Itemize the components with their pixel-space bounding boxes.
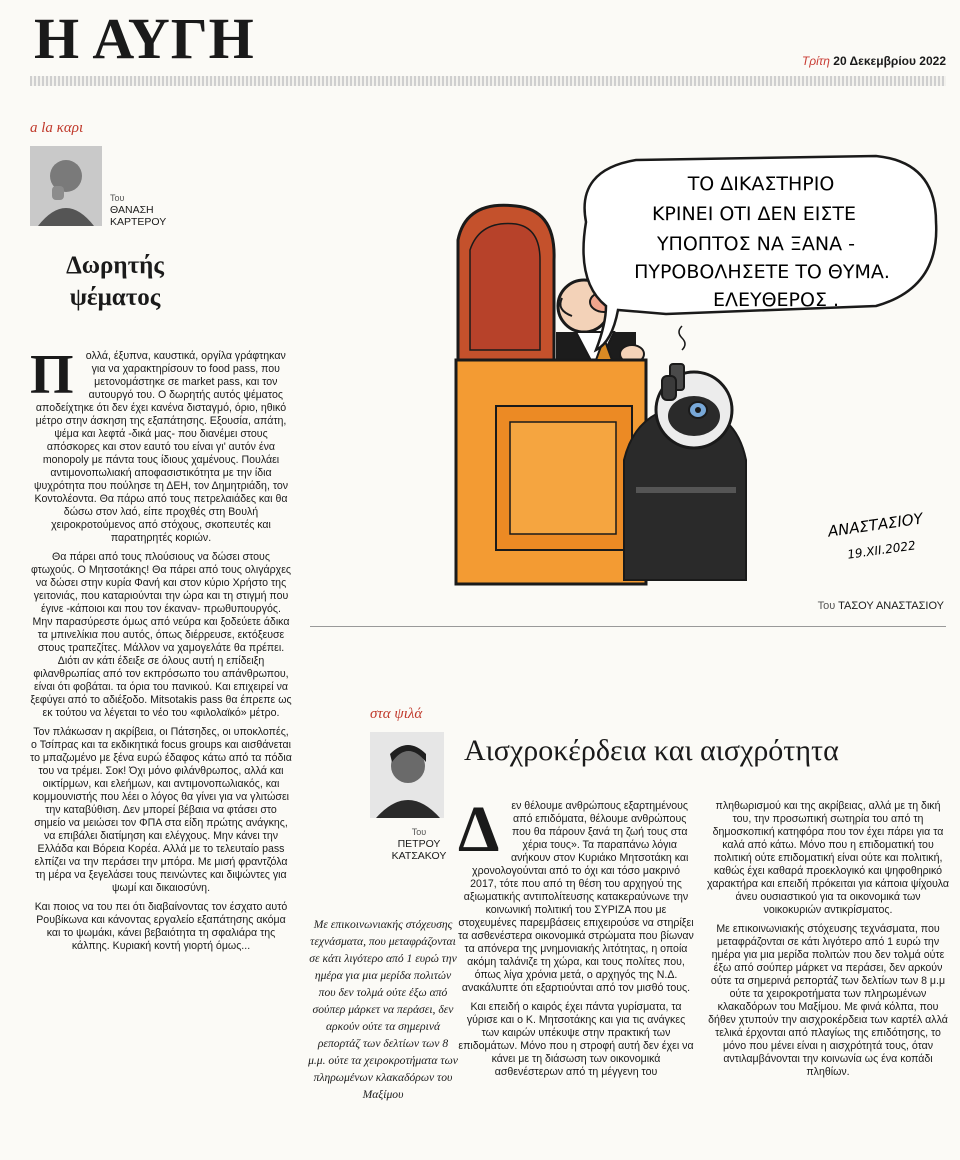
title-line-2: ψέματος [69, 284, 161, 311]
byline-left [110, 192, 166, 228]
newspaper-masthead: Η ΑΥΓΗ [34, 6, 255, 71]
issue-day: Τρίτη [801, 54, 830, 68]
speech-line: ΠΥΡΟΒΟΛΗΣΕΤΕ ΤΟ ΘΥΜΑ. [634, 261, 890, 283]
cartoonist-signature: ΑΝΑΣΤΑΣΙΟΥ [826, 509, 924, 541]
speech-line: ΚΡΙΝΕΙ ΟΤΙ ΔΕΝ ΕΙΣΤΕ [651, 203, 857, 225]
paragraph: Τον πλάκωσαν η ακρίβεια, οι Πάτσηδες, οι υποκλοπές, ο Τσίπρας και τα εκδικητικά focus groups και αισθάνεται το μπαζωμένο με ξένα ευρώ έδαφος κάτω από τα πόδια του να τρέμει. Σοκ! Όχι μόνο φιλάνθρωπος, αλλά και οικτίρμων, και ελεήμων, και αντιμονοπωλιακός, και κομμουνιστής που λέει ο λόγος θα γίνει για να γλιτώσει την καταβύθιση. Δεν μπορεί βέβαια να φτάσει στο σημείο να μειώσει τον ΦΠΑ στα είδη πρώτης ανάγκης, να επιβάλει διατίμηση και ελέγχους. Μην κάνει την Ελλάδα και Βόρεια Κορέα. Αλλά με το τελευταίο pass ελπίζει να την περάσει την μπόρα. Με μισή φραντζόλα τη μέρα να ξεγελάσει τους πεινώντες και διψώντες για ψωμί και δικαιοσύνη. [30, 726, 292, 894]
drop-cap: Δ [458, 793, 500, 866]
pull-quote: Με επικοινωνιακής στόχευσης τεχνάσματα, που μεταφράζονται σε κάτι λιγότερο από 1 ευρώ την ημέρα για μια μερίδα πολιτών που δεν τολμά ούτε έξω από σούπερ μάρκετ να περάσει, δεν αρκούν ούτε τα σημερινά ρεπορτάζ των δελτίων των 8 μ.μ. ούτε τα χειροκροτήματα των πληρωμένων κλακαδόρων του Μαξίμου [308, 918, 458, 1101]
paragraph: Θα πάρει από τους πλούσιους να δώσει στους φτωχούς. Ο Μητσοτάκης! Θα πάρει από τους ολιγάρχες να δώσει στην κυρία Φανή και στον κύριο Χρήστο της γειτονιάς, που καταριούνται την ώρα και τη στιγμή που έγινε -κάποιοι και που τον έκαναν- πρωθυπουργός. Μην παρασύρεστε όμως από νεύρα και ξοδεύετε άδικα τα μπινελίκια που αυτός, όπως διέρρευσε, εκτόξευσε στους τραπεζίτες. Μάλλον να χαμογελάτε θα πρέπει. Διότι αν κάτι έδειξε σε όλους αυτή η επίδειξη φιλανθρωπίας από τον εκπρόσωπο του απάνθρωπου, είναι ότι φοβάται. τα όρια του πανικού. Και επιχειρεί να ξεφύγει από το αδιέξοδο. Mitsotakis pass θα έπρεπε ως εκ τούτου να λέγεται το νέο του «φιλολαϊκό» μέτρο. [30, 551, 292, 719]
chair-cushion [470, 224, 540, 350]
article-body-left [30, 344, 292, 959]
drop-cap: Π [30, 344, 74, 406]
byline-right [390, 826, 448, 862]
author-first-name: ΠΕΤΡΟΥ [397, 838, 441, 850]
cartoonist-name: ΤΑΣΟΥ ΑΝΑΣΤΑΣΙΟΥ [838, 600, 944, 612]
article-body-right-col2 [706, 800, 950, 1085]
issue-date [802, 54, 946, 68]
speech-line: ΕΛΕΥΘΕΡΟΣ . [712, 289, 840, 311]
paragraph: ολλά, έξυπνα, καυστικά, οργίλα γράφτηκαν για να χαρακτηρίσουν το food pass, που μετονομάστηκε σε market pass, και τον αυτουργό του. Ο δωρητής αυτός ψέματος αποδείχτηκε ότι δεν έχει κανένα δισταγμό, όριο, ηθικό μέτρο στην άσκηση της εξαπάτησης. Εξουσία, απάτη, ψέμα και λεφτά -δικά μας- που διανέμει στους απόσκορες και στον εαυτό του είναι γι' αυτόν ένα monopoly με πάντα τους ίδιους χαμένους. Πουλάει αντιμονοπωλιακή αποφασιστικότητα με την ίδια ψυχρότητα που πούλησε τη ΔΕΗ, τον Δημητριάδη, τον Κοντολέοντα. Θα πάρω από τους πετρελαιάδες και θα δώσω στον λαό, είπε προχθές στη Βουλή χειροκροτούμενος από στόχους, σκοπευτές και παρατηρητές κοριών. [33, 350, 289, 544]
paragraph: πληθωρισμού και της ακρίβειας, αλλά με τη δική του, την προσωπική σωτηρία του από τη δημοσκοπική κατηφόρα που τον έχει πάρει για τα καλά από κάτω. Μόνο που η επιδοματική του πολιτική ούτε επιδοματική είναι ούτε και πολιτική, καθώς έχει καθαρά προεκλογικό και ψηφοθηρικό χαρακτήρα και επειδή πρόκειται για κάποια ψίχουλα άνευ ουσιαστικού για τα οικονομικά των νοικοκυριών αντικρίσματος. [706, 800, 950, 916]
speech-line: ΤΟ ΔΙΚΑΣΤΗΡΙΟ [687, 173, 835, 195]
column-kicker-left: a la καρι [30, 120, 84, 136]
paragraph: Με επικοινωνιακής στόχευσης τεχνάσματα, που μεταφράζονται σε κάτι λιγότερο από 1 ευρώ την ημέρα για μια μερίδα πολιτών που δεν τολμά ούτε έξω από σούπερ μάρκετ να περάσει, δεν αρκούν ούτε τα σημερινά ρεπορτάζ των δελτίων των 8 μ.μ ούτε τα χειροκροτήματα των πληρωμένων κλακαδόρων του Μαξίμου. Με φινά κόλπα, που δήθεν χτυπούν την αισχροκέρδεια των καρτέλ αλλά τελικά έρχονται από πλαγίως της επιδότησης, το μόνο που μένει είναι η αισχρότητά τους, όταν αντιλαμβάνονται την κοινωνία ως ένα κοπάδι πληθίων. [708, 923, 948, 1078]
author-photo-katsakou [370, 732, 444, 818]
author-first-name: ΘΑΝΑΣΗ [110, 204, 154, 216]
title-line-1: Δωρητής [66, 252, 164, 279]
article-title-left [30, 250, 200, 314]
political-cartoon [436, 110, 946, 590]
credit-prefix: Του [817, 600, 836, 612]
author-portrait-icon [370, 732, 444, 818]
cartoon-credit [818, 600, 944, 612]
cartoon-date: 19.ΧΙΙ.2022 [846, 538, 917, 562]
paragraph: εν θέλουμε ανθρώπους εξαρτημένους από επιδόματα, θέλουμε ανθρώπους που θα πάρουν ξανά τη ζωή τους στα χέρια τους». Τα παραπάνω λόγια ανήκουν στον Κυριάκο Μητσοτάκη και χρονολογούνται από το όχι και τόσο μακρινό 2017, τότε που από τη θέση του αρχηγού της αξιωματικής αντιπολίτευσης κατακεραύνωνε την κοινωνική πολιτική του ΣΥΡΙΖΑ που με στοχευμένες παρεμβάσεις επιχειρούσε να στηρίξει τα ασθενέστερα οικονομικά στρώματα που βίωναν τα απόνερα της μνημονιακής λιτότητας, η οποία ακόμη ταλάνιζε τη χώρα, και τους πολίτες που, όπως λίγα χρόνια μετά, ο αρχηγός της Ν.Δ. ανακάλυπτε ότι εξαρτιούνται από τον μισθό τους. [458, 800, 694, 994]
paragraph: Και ποιος να του πει ότι διαβαίνοντας τον έσχατο αυτό Ρουβίκωνα και κάνοντας εργαλείο εξαπάτησης ακόμα και το ψωμάκι, κάνει βεβαιότητα τη σφαλιάρα της κάλπης. Κυριακή κοντή γιορτή όμως... [34, 901, 288, 952]
speech-line: ΥΠΟΠΤΟΣ ΝΑ ΞΑΝΑ - [656, 233, 856, 255]
author-last-name: ΚΑΡΤΕΡΟΥ [110, 216, 167, 228]
section-divider [310, 626, 946, 627]
author-last-name: ΚΑΤΣΑΚΟΥ [391, 850, 447, 862]
column-kicker-right: στα ψιλά [370, 706, 423, 722]
author-photo-karterou [30, 146, 102, 226]
issue-date-text: 20 Δεκεμβρίου 2022 [833, 54, 946, 68]
paragraph: Και επειδή ο καιρός έχει πάντα γυρίσματα, τα γύρισε και ο Κ. Μητσοτάκης και για τις ανάγκες των καιρών υπέκυψε στην πρακτική των επιδομάτων. Μόνο που η στροφή αυτή δεν έχει να κάνει με τη διάσωση των οικονομικά ασθενέστερων από τη μέγγενη του [458, 1001, 694, 1078]
byline-prefix: Του [411, 827, 427, 837]
article-body-right-col1 [458, 793, 694, 1085]
author-portrait-icon [30, 146, 102, 226]
article-headline-right: Αισχροκέρδεια και αισχρότητα [464, 734, 839, 767]
masthead-divider [30, 76, 946, 86]
byline-prefix: Του [110, 193, 125, 203]
